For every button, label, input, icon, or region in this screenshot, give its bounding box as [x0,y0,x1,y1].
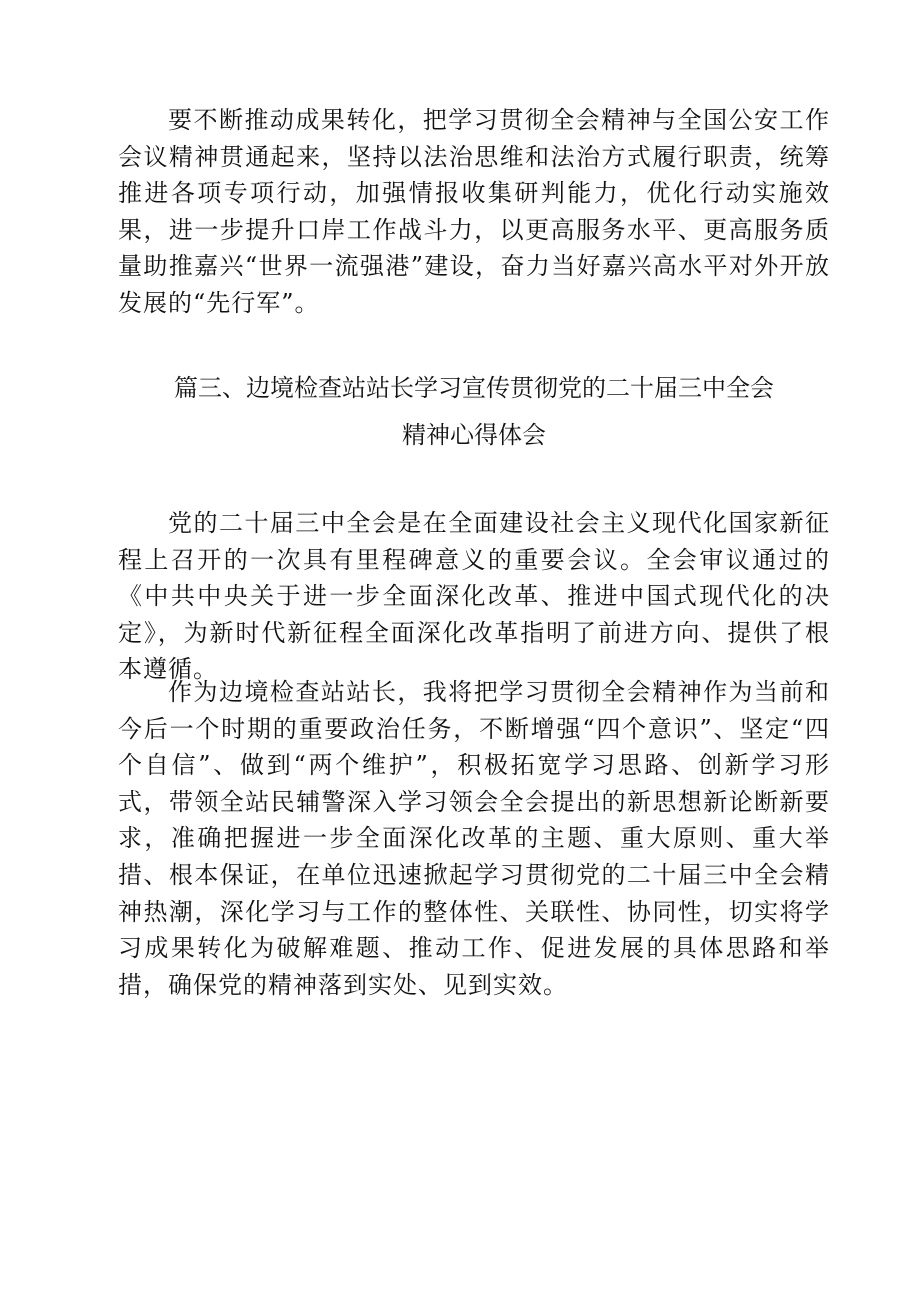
section-title-line-2: 精神心得体会 [402,421,546,449]
body-paragraph: 作为边境检查站站长，我将把学习贯彻全会精神作为当前和今后一个时期的重要政治任务，不断增强“四个意识”、坚定“四个自信”、做到“两个维护”，积极拓宽学习思路、创新学习形式，带领全站民辅警深入学习领会全会提出的新思想新论断新要求，准确把握进一步全面深化改革的主题、重大原则、重大举措、根本保证，在单位迅速掀起学习贯彻党的二十届三中全会精神热潮，深化学习与工作的整体性、关联性、协同性，切实将学习成果转化为破解难题、推动工作、促进发展的具体思路和举措，确保党的精神落到实处、见到实效。 [118,678,830,999]
body-paragraph: 要不断推动成果转化，把学习贯彻全会精神与全国公安工作会议精神贯通起来，坚持以法治思维和法治方式履行职责，统筹推进各项专项行动，加强情报收集研判能力，优化行动实施效果，进一步提升口岸工作战斗力，以更高服务水平、更高服务质量助推嘉兴“世界一流强港”建设，奋力当好嘉兴高水平对外开放发展的“先行军”。 [118,106,830,317]
section-title [118,365,830,459]
section-title-line-1: 篇三、边境检查站站长学习宣传贯彻党的二十届三中全会 [174,374,774,402]
body-paragraph: 党的二十届三中全会是在全面建设社会主义现代化国家新征程上召开的一次具有里程碑意义的重要会议。全会审议通过的《中共中央关于进一步全面深化改革、推进中国式现代化的决定》，为新时代新征程全面深化改革指明了前进方向、提供了根本遵循。 [118,509,830,684]
